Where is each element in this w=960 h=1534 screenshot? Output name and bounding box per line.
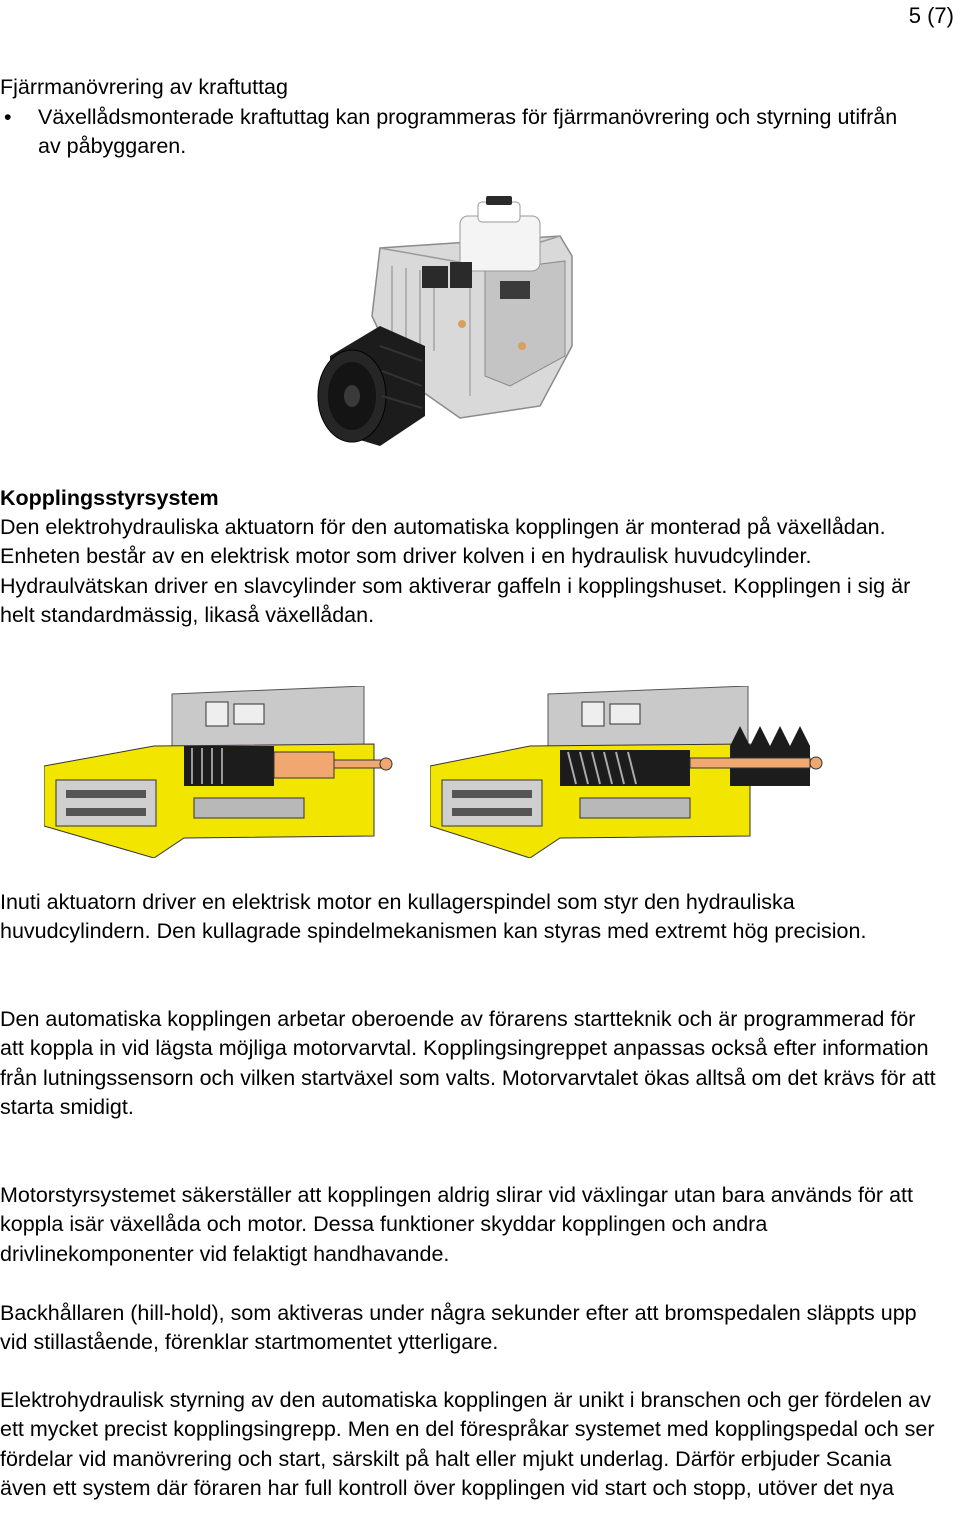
paragraph-automatic-clutch: Den automatiska kopplingen arbetar oberoende av förarens startteknik och är programmerad för att koppla in vid lägsta möjliga motorvarvtal. Kopplingsingreppet anpassas också efter information från lutningssensorn och vilken startväxel som valts. Motorvarvtalet ökas alltså om det krävs för att starta smidigt.: [0, 1007, 936, 1120]
pto-bullet-text: Växellådsmonterade kraftuttag kan programmeras för fjärrmanövrering och styrning utifrån av påbyggaren.: [38, 105, 898, 159]
actuator-cutaway-right: [430, 686, 830, 858]
bullet-icon: •: [4, 105, 12, 129]
paragraph-engine-control: Motorstyrsystemet säkerställer att kopplingen aldrig slirar vid växlingar utan bara används för att koppla isär växellåda och motor. Dessa funktioner skyddar kopplingen och andra drivlinekomponenter vid felaktigt handhavande.: [0, 1183, 913, 1266]
actuator-photo: [310, 196, 600, 466]
paragraph-electrohydraulic: Elektrohydraulisk styrning av den automatiska kopplingen är unikt i branschen och ger fördelen av ett mycket precist kopplingsingrepp. Men en del förespråkar systemet med kopplingspedal och ser fördelar vid manövrering och start, särskilt på halt eller mjukt underlag. Därför erbjuder Scania även ett system där föraren har full kontroll över kopplingen vid start och stopp, utöver det nya: [0, 1388, 935, 1501]
paragraph-spindle: Inuti aktuatorn driver en elektrisk motor en kullagerspindel som styr den hydrauliska huvudcylindern. Den kullagrade spindelmekanismen kan styras med extremt hög precision.: [0, 890, 867, 944]
page-number: 5 (7): [908, 3, 954, 28]
paragraph-hill-hold: Backhållaren (hill-hold), som aktiveras under några sekunder efter att bromspedalen släppts upp vid stillastående, förenklar startmomentet ytterligare.: [0, 1301, 917, 1355]
clutch-system-body: Den elektrohydrauliska aktuatorn för den automatiska kopplingen är monterad på växellådan. Enheten består av en elektrisk motor som driver kolven i en hydraulisk huvudcylinder. Hydraulvätskan driver en slavcylinder som aktiverar gaffeln i kopplingshuset. Kopplingen i sig är helt standardmässig, likaså växellådan.: [0, 515, 911, 628]
pto-bullet: [0, 103, 940, 163]
actuator-cutaway-left: [44, 686, 404, 858]
pto-heading: Fjärrmanövrering av kraftuttag: [0, 75, 288, 99]
clutch-system-heading: Kopplingsstyrsystem: [0, 486, 219, 510]
